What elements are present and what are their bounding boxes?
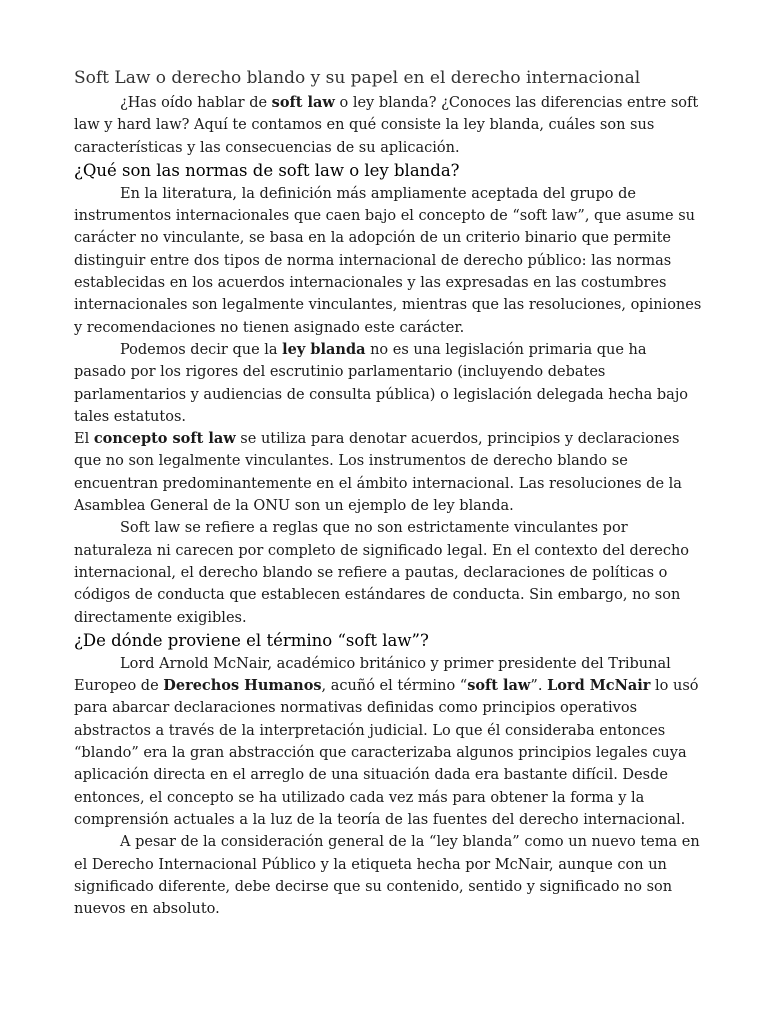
text-run: , acuñó el término “ [321, 678, 468, 695]
document-page [74, 66, 702, 920]
text-run: ”. [530, 678, 548, 695]
bold-text-run: ley blanda [282, 340, 366, 358]
bold-text-run: soft law [467, 677, 531, 695]
bold-text-run: Derechos Humanos [163, 677, 322, 695]
intro-paragraph [74, 92, 702, 159]
section1-paragraph-3 [74, 428, 702, 517]
text-run: ¿Has oído hablar de [120, 95, 272, 111]
section-heading-2: ¿De dónde proviene el término “soft law”? [74, 630, 429, 650]
section1-paragraph-2 [74, 339, 702, 428]
bold-text-run: concepto soft law [93, 430, 236, 448]
text-run: o ley blanda? ¿Conoces las diferencias entre soft law y hard law? Aquí te contamos en qué consiste la ley blanda, cuáles son sus características y las consecuencias de su aplicación. [74, 95, 699, 156]
text-run: se utiliza para denotar acuerdos, principios y declaraciones que no son legalmente vinculantes. Los instrumentos de derecho blando se encuentran predominantemente en el ámbito internacional. Las resoluciones de la Asamblea General de la ONU son un ejemplo de ley blanda. [74, 431, 682, 515]
text-run: no es una legislación primaria que ha pasado por los rigores del escrutinio parlamentario (incluyendo debates parlamentarios y audiencias de consulta pública) o legislación delegada hecha bajo tales estatutos. [74, 341, 689, 425]
text-run: Podemos decir que la [120, 341, 283, 358]
bold-text-run: soft law [271, 94, 335, 111]
text-run: Soft law se refiere a reglas que no son estrictamente vinculantes por naturaleza ni carecen por completo de significado legal. En el contexto del derecho internacional, el derecho blando se refiere a pautas, declaraciones de políticas o códigos de conducta que establecen estándares de conducta. Sin embargo, no son directamente exigibles. [74, 520, 690, 626]
text-run: Lord Arnold McNair, académico británico y primer presidente del Tribunal Europeo de [74, 655, 671, 695]
text-run: lo usó para abarcar declaraciones normativas definidas como principios operativos abstractos a través de la interpretación judicial. Lo que él consideraba entonces “blando” era la gran abstracción que caracterizaba algunos principios legales cuya aplicación directa en el arreglo de una situación dada era bastante difícil. Desde entonces, el concepto se ha utilizado cada vez más para obtener la forma y la comprensión actuales a la luz de la teoría de las fuentes del derecho internacional. [74, 678, 699, 828]
document-title: Soft Law o derecho blando y su papel en el derecho internacional [74, 68, 641, 88]
section2-paragraph-2 [74, 831, 702, 920]
section-heading-1: ¿Qué son las normas de soft law o ley blanda? [74, 160, 460, 180]
section1-paragraph-1 [74, 183, 702, 339]
section1-paragraph-4 [74, 517, 702, 628]
section2-paragraph-1 [74, 653, 702, 831]
text-run: En la literatura, la definición más ampliamente aceptada del grupo de instrumentos internacionales que caen bajo el concepto de “soft law”, que asume su carácter no vinculante, se basa en la adopción de un criterio binario que permite distinguir entre dos tipos de norma internacional de derecho público: las normas establecidas en los acuerdos internacionales y las expresadas en las costumbres internacionales son legalmente vinculantes, mientras que las resoluciones, opiniones y recomendaciones no tienen asignado este carácter. [74, 185, 702, 336]
text-run: A pesar de la consideración general de la “ley blanda” como un nuevo tema en el Derecho Internacional Público y la etiqueta hecha por McNair, aunque con un significado diferente, debe decirse que su contenido, sentido y significado no son nuevos en absoluto. [74, 834, 700, 918]
bold-text-run: Lord McNair [547, 677, 651, 695]
text-run: El [74, 431, 94, 448]
